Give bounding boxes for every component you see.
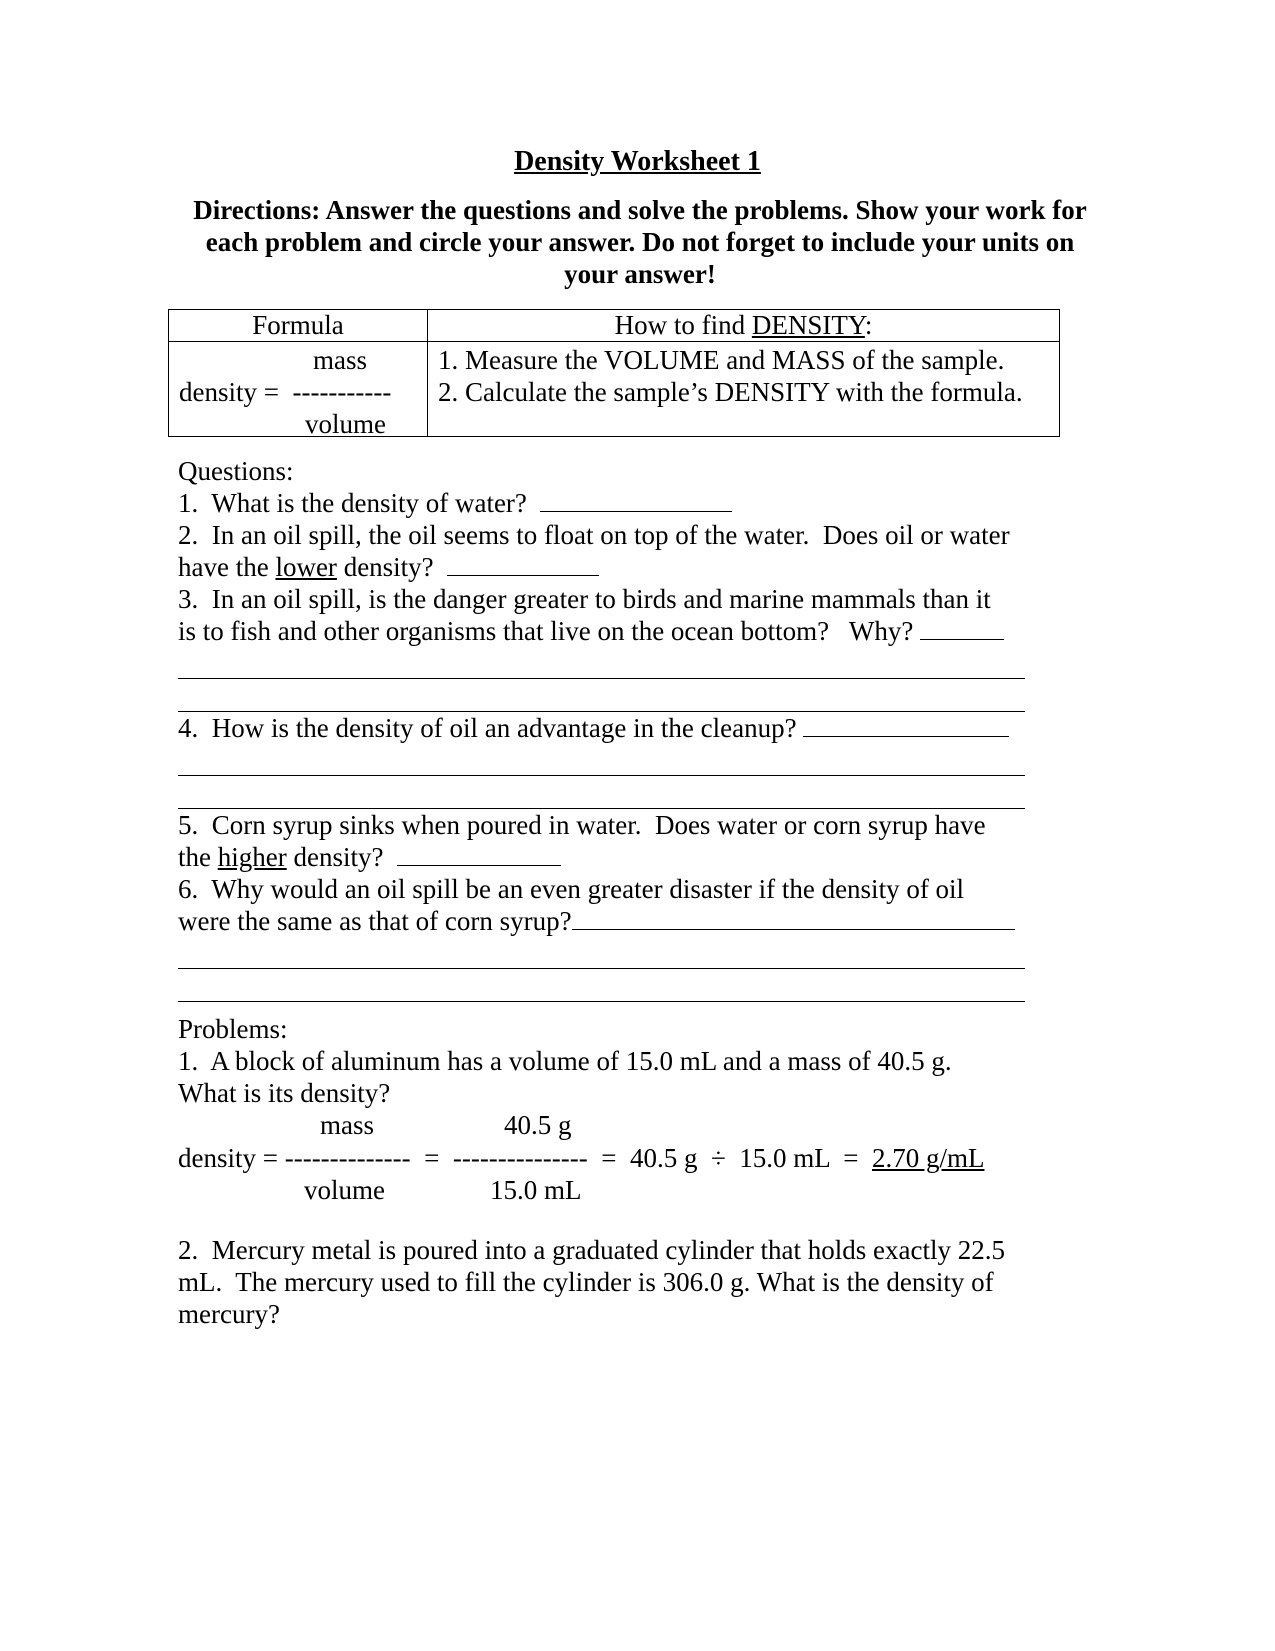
calc-den-value: 15.0 mL (490, 1175, 582, 1205)
calc-eq1: = (424, 1143, 440, 1173)
question-6-line-1: 6. Why would an oil spill be an even greater disaster if the density of oil (178, 874, 965, 904)
formula-denominator: volume (305, 409, 386, 439)
answer-blank-5[interactable] (397, 841, 561, 866)
how-to-prefix: How to find (614, 310, 752, 340)
answer-rule-6a[interactable] (178, 937, 1025, 969)
q2-emph: lower (275, 552, 337, 582)
how-to-header (428, 310, 1060, 342)
q6-text: were the same as that of corn syrup? (178, 906, 572, 936)
question-3-line-1: 3. In an oil spill, is the danger greater to birds and marine mammals than it (178, 584, 991, 614)
answer-blank-3[interactable] (920, 615, 1004, 640)
calc-mid: = 40.5 g ÷ 15.0 mL = (601, 1143, 872, 1173)
page-title: Density Worksheet 1 (514, 146, 761, 177)
q5-post: density? (286, 842, 384, 872)
answer-rule-3b[interactable] (178, 679, 1025, 712)
calc-dashes: --------------- (452, 1143, 588, 1173)
calc-lhs: density = -------------- (178, 1143, 411, 1173)
question-2-line-1: 2. In an oil spill, the oil seems to float on top of the water. Does oil or water (178, 520, 1010, 550)
problems-section (178, 1013, 1048, 1109)
directions-text: Directions: Answer the questions and solve the problems. Show your work for each problem and circle your answer. Do not forget to include your units on your answer! (193, 195, 1087, 289)
formula-table (168, 309, 1060, 437)
q5-pre: the (178, 842, 218, 872)
problem-2-line-2: mL. The mercury used to fill the cylinder is 306.0 g. What is the density of (178, 1267, 994, 1297)
answer-rule-3a[interactable] (178, 647, 1025, 679)
problem-2 (178, 1234, 1048, 1330)
q4-text: 4. How is the density of oil an advantage in the cleanup? (178, 713, 797, 743)
formula-lhs: density = ----------- (179, 377, 392, 407)
q2-post: density? (336, 552, 434, 582)
calc-num-value: 40.5 g (504, 1110, 572, 1140)
problem-1-line-1: 1. A block of aluminum has a volume of 15.0 mL and a mass of 40.5 g. (178, 1046, 952, 1076)
answer-blank-2[interactable] (447, 551, 599, 576)
question-3-line-2 (178, 615, 1048, 647)
density-emph: DENSITY (751, 310, 865, 340)
steps-cell (428, 342, 1060, 437)
questions-section (178, 455, 1048, 1002)
calc-num-label: mass (320, 1110, 374, 1140)
questions-heading: Questions: (178, 456, 294, 486)
q5-emph: higher (217, 842, 287, 872)
answer-rule-4a[interactable] (178, 744, 1025, 776)
problems-heading: Problems: (178, 1014, 288, 1044)
question-5-line-1: 5. Corn syrup sinks when poured in water. Does water or corn syrup have (178, 810, 986, 840)
answer-blank-4[interactable] (803, 712, 1009, 737)
formula-cell (169, 342, 428, 437)
formula-numerator: mass (313, 345, 367, 375)
problem-1-line-2: What is its density? (178, 1078, 391, 1108)
problem-2-line-1: 2. Mercury metal is poured into a graduated cylinder that holds exactly 22.5 (178, 1235, 1006, 1265)
question-6-line-2 (178, 905, 1048, 937)
calc-row (178, 1142, 984, 1174)
question-1-text: 1. What is the density of water? (178, 488, 527, 518)
question-2-line-2 (178, 551, 1048, 583)
question-1 (178, 487, 1048, 519)
calc-den-label: volume (304, 1175, 385, 1205)
formula-header: Formula (169, 310, 428, 342)
step-1: 1. Measure the VOLUME and MASS of the sample. (438, 345, 1005, 375)
step-2: 2. Calculate the sample’s DENSITY with the formula. (438, 377, 1023, 407)
calc-answer: 2.70 g/mL (871, 1143, 985, 1173)
question-5-line-2 (178, 841, 1048, 873)
question-4 (178, 712, 1048, 744)
answer-rule-4b[interactable] (178, 776, 1025, 809)
answer-blank-1[interactable] (540, 487, 732, 512)
answer-rule-6b[interactable] (178, 969, 1025, 1002)
problem-2-line-3: mercury? (178, 1299, 280, 1329)
answer-blank-6[interactable] (572, 905, 1015, 930)
q3-text: is to fish and other organisms that live on the ocean bottom? Why? (178, 616, 914, 646)
how-to-suffix: : (864, 310, 873, 340)
q2-pre: have the (178, 552, 276, 582)
